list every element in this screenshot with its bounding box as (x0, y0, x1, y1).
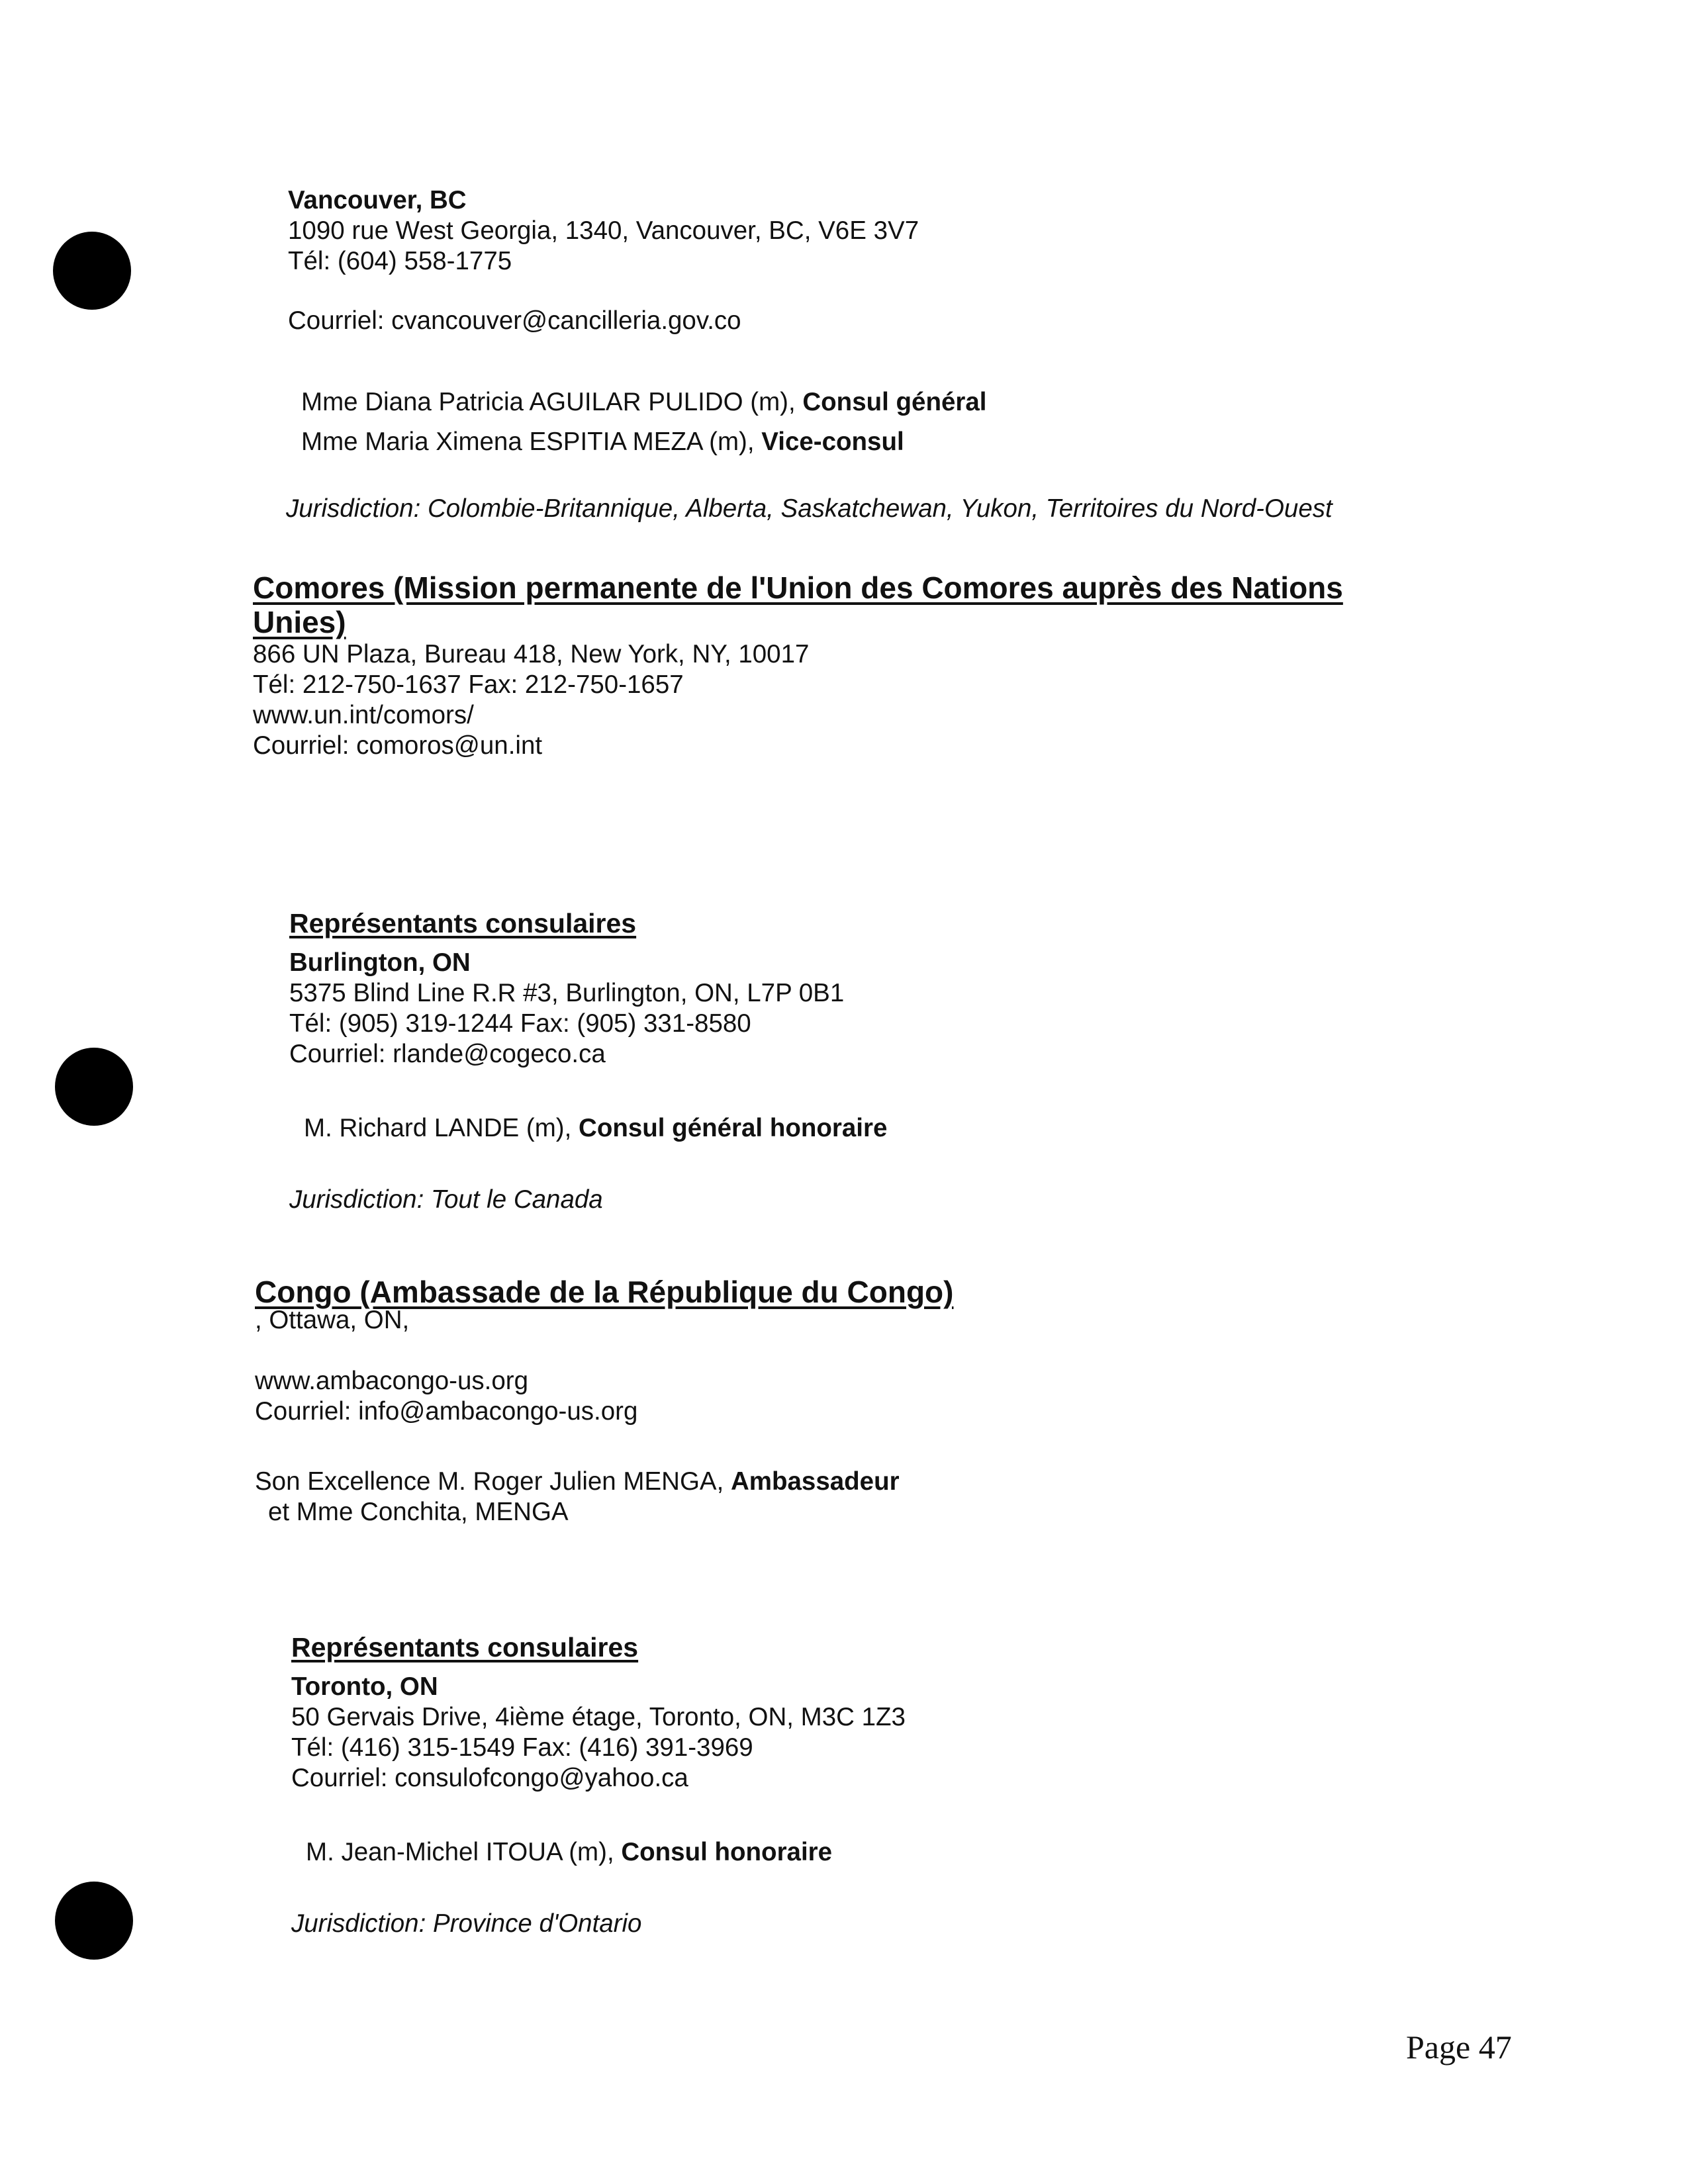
staff-name: Mme Maria Ximena ESPITIA MEZA (m), (301, 428, 762, 456)
staff-name: Mme Diana Patricia AGUILAR PULIDO (m), (301, 388, 803, 416)
country-heading-continued: Unies) (253, 605, 346, 639)
ambassador-title: Ambassadeur (730, 1467, 900, 1496)
office-phone: Tél: (604) 558-1775 (288, 247, 512, 275)
mission-address: 866 UN Plaza, Bureau 418, New York, NY, 10017 (253, 640, 810, 668)
consular-email: Courriel: consulofcongo@yahoo.ca (291, 1764, 688, 1792)
staff-title: Consul général (802, 388, 987, 416)
mission-website: www.un.int/comors/ (253, 701, 474, 729)
office-city: Vancouver, BC (288, 186, 467, 214)
mission-email: Courriel: comoros@un.int (253, 731, 543, 760)
embassy-email: Courriel: info@ambacongo-us.org (255, 1397, 638, 1426)
consular-jurisdiction: Jurisdiction: Province d'Ontario (291, 1909, 642, 1938)
staff-entry (301, 383, 986, 422)
consular-city: Toronto, ON (291, 1672, 438, 1701)
vancouver-jurisdiction: Jurisdiction: Colombie-Britannique, Alberta, Saskatchewan, Yukon, Territoires du Nord-Ouest (286, 494, 1333, 523)
ambassador-spouse: et Mme Conchita, MENGA (268, 1498, 569, 1526)
country-heading: Comores (Mission permanente de l'Union des Comores auprès des Nations (253, 570, 1343, 605)
consular-jurisdiction: Jurisdiction: Tout le Canada (289, 1185, 603, 1214)
ambassador-name: Son Excellence M. Roger Julien MENGA, (255, 1467, 731, 1496)
consular-heading: Représentants consulaires (289, 908, 637, 938)
staff-title: Consul honoraire (621, 1838, 833, 1866)
staff-title: Vice-consul (761, 428, 904, 456)
comores-section (253, 570, 1343, 761)
punch-hole-bottom (55, 1882, 133, 1960)
punch-hole-middle (55, 1048, 133, 1126)
staff-entry (301, 422, 986, 462)
congo-section (255, 1275, 953, 1527)
consular-heading: Représentants consulaires (291, 1632, 639, 1662)
embassy-website: www.ambacongo-us.org (255, 1367, 529, 1395)
consular-staff (289, 1113, 887, 1144)
office-email: Courriel: cvancouver@cancilleria.gov.co (288, 306, 741, 335)
punch-hole-top (53, 232, 131, 310)
consular-city: Burlington, ON (289, 948, 471, 977)
vancouver-staff (301, 383, 986, 462)
staff-title: Consul général honoraire (579, 1114, 888, 1142)
mission-phone: Tél: 212-750-1637 Fax: 212-750-1657 (253, 670, 684, 699)
staff-name: M. Richard LANDE (m), (304, 1114, 579, 1142)
congo-consular (291, 1632, 906, 1939)
consular-staff (291, 1837, 906, 1868)
consular-email: Courriel: rlande@cogeco.ca (289, 1040, 606, 1068)
embassy-address: , Ottawa, ON, (255, 1306, 410, 1334)
country-heading: Congo (Ambassade de la République du Congo) (255, 1275, 954, 1309)
page-number: Page 47 (1406, 2028, 1512, 2066)
ambassador (255, 1467, 953, 1497)
comores-consular (289, 908, 887, 1215)
consular-phone: Tél: (416) 315-1549 Fax: (416) 391-3969 (291, 1733, 753, 1762)
office-address: 1090 rue West Georgia, 1340, Vancouver, BC, V6E 3V7 (288, 216, 919, 245)
staff-name: M. Jean-Michel ITOUA (m), (306, 1838, 622, 1866)
consular-phone: Tél: (905) 319-1244 Fax: (905) 331-8580 (289, 1009, 751, 1038)
consular-address: 50 Gervais Drive, 4ième étage, Toronto, ON, M3C 1Z3 (291, 1703, 906, 1731)
consular-address: 5375 Blind Line R.R #3, Burlington, ON, L7P 0B1 (289, 979, 845, 1007)
vancouver-office (288, 185, 919, 336)
